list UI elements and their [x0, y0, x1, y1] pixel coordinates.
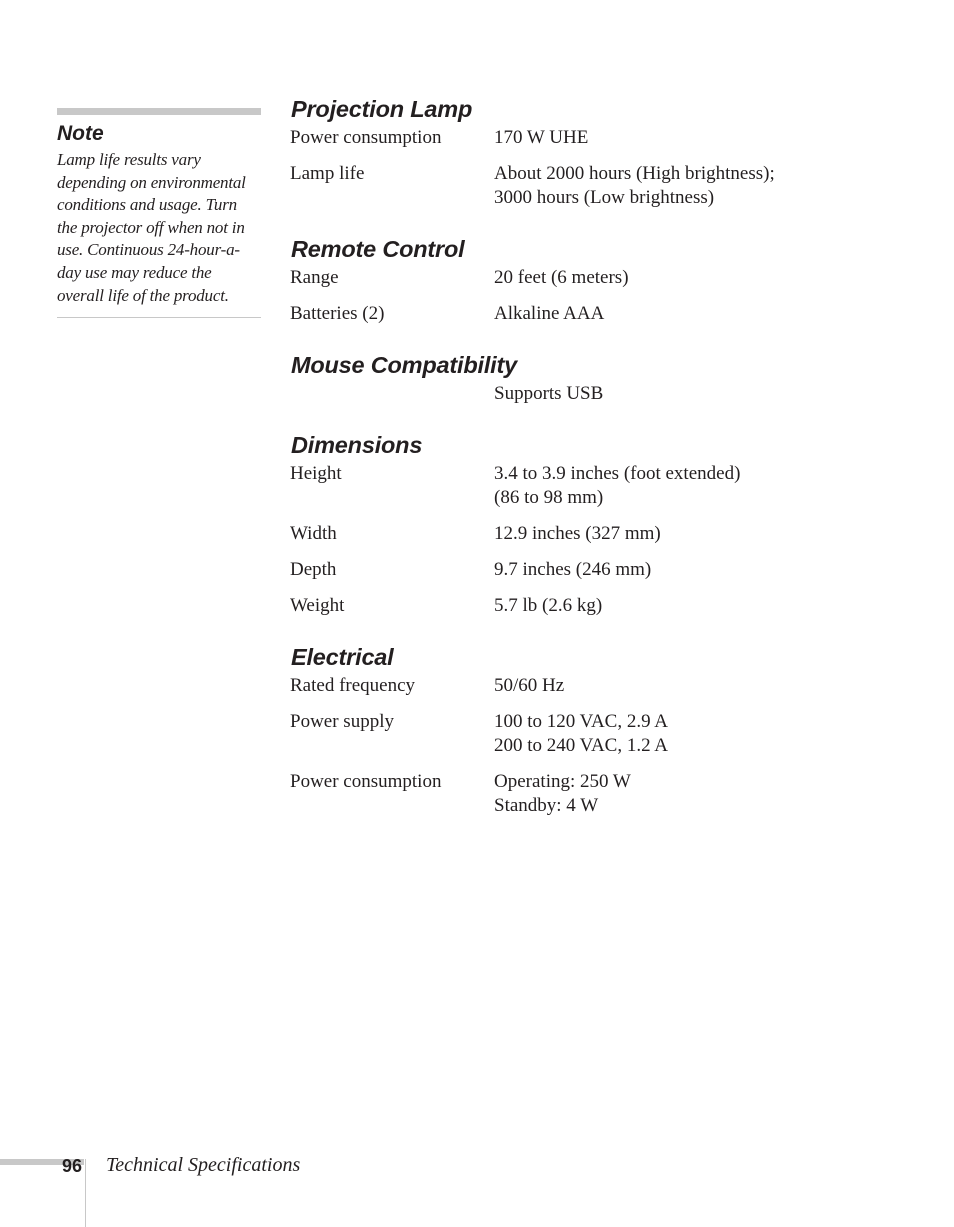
spec-value: Alkaline AAA [494, 303, 605, 324]
spec-row [290, 770, 910, 818]
section-remote-control [290, 232, 910, 326]
note-text: Lamp life results vary depending on environmental conditions and usage. Turn the projector off when not in use. Continuous 24-hour-a-day use may reduce the overall life of the product. [57, 150, 246, 305]
spec-label: Rated frequency [290, 675, 416, 696]
spec-row [290, 382, 910, 406]
spec-value: Operating: 250 W Standby: 4 W [494, 771, 631, 816]
spec-value: Supports USB [494, 383, 604, 404]
section-title: Dimensions [291, 432, 423, 458]
section-projection-lamp [290, 92, 910, 210]
spec-row [290, 462, 910, 510]
spec-row [290, 710, 910, 758]
section-title: Remote Control [291, 236, 465, 262]
spec-row [290, 522, 910, 546]
spec-value: 9.7 inches (246 mm) [494, 559, 652, 580]
section-title: Mouse Compatibility [291, 352, 517, 378]
spec-row [290, 558, 910, 582]
section-title: Projection Lamp [291, 96, 473, 122]
spec-value: 12.9 inches (327 mm) [494, 523, 661, 544]
spec-label: Power consumption [290, 127, 442, 148]
spec-value: 20 feet (6 meters) [494, 267, 629, 288]
spec-label: Depth [290, 559, 337, 580]
note-sidebar [57, 108, 261, 318]
spec-row [290, 302, 910, 326]
section-title: Electrical [291, 644, 394, 670]
spec-label: Weight [290, 595, 345, 616]
note-top-bar [57, 108, 261, 115]
spec-value: About 2000 hours (High brightness); 3000 hours (Low brightness) [494, 163, 775, 208]
spec-row [290, 126, 910, 150]
spec-label: Range [290, 267, 339, 288]
spec-label: Batteries (2) [290, 303, 385, 324]
footer-divider [85, 1159, 86, 1227]
spec-label [290, 382, 494, 406]
spec-value: 50/60 Hz [494, 675, 565, 696]
section-mouse-compatibility [290, 348, 910, 406]
spec-row [290, 674, 910, 698]
section-electrical [290, 640, 910, 818]
note-title: Note [57, 122, 104, 145]
spec-row [290, 266, 910, 290]
spec-label: Height [290, 463, 342, 484]
spec-row [290, 594, 910, 618]
note-bottom-rule [57, 317, 261, 318]
footer-title: Technical Specifications [106, 1154, 301, 1176]
spec-value: 100 to 120 VAC, 2.9 A 200 to 240 VAC, 1.2 A [494, 711, 669, 756]
spec-label: Power consumption [290, 771, 442, 792]
spec-value: 170 W UHE [494, 127, 589, 148]
spec-value: 3.4 to 3.9 inches (foot extended) (86 to 98 mm) [494, 463, 741, 508]
spec-label: Width [290, 523, 337, 544]
section-dimensions [290, 428, 910, 618]
specifications-content [290, 92, 910, 840]
spec-label: Lamp life [290, 163, 365, 184]
spec-label: Power supply [290, 711, 394, 732]
spec-value: 5.7 lb (2.6 kg) [494, 595, 603, 616]
page-number: 96 [62, 1156, 83, 1176]
spec-row [290, 162, 910, 210]
